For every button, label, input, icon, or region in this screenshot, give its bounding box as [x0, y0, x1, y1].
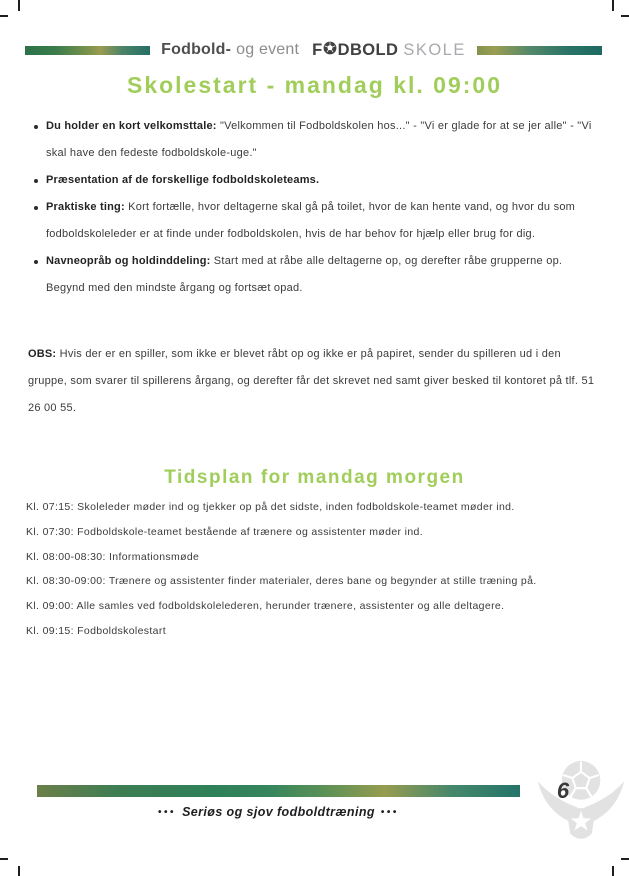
dots-right: ••• — [380, 807, 399, 818]
list-item — [33, 167, 599, 194]
bullet-lead: Navneopråb og holdinddeling: — [46, 255, 211, 267]
list-item — [33, 194, 599, 248]
crop-mark — [18, 866, 20, 876]
schedule-item: Kl. 08:30-09:00: Trænere og assistenter finder materialer, deres bane og begynder at stille træning på. — [26, 575, 537, 588]
brand-fodboldskole-light: SKOLE — [403, 40, 466, 59]
bullet-text: "Velkommen til Fodboldskolen hos..." - "Vi er glade for at se jer alle" - "Vi skal have den fedeste fodboldskole-uge." — [46, 120, 592, 159]
footer-gradient-bar — [37, 785, 520, 797]
obs-label: OBS: — [28, 348, 57, 360]
crop-mark — [621, 858, 629, 860]
obs-note — [28, 341, 603, 422]
crop-mark — [0, 858, 8, 860]
bullet-text: Start med at råbe alle deltagerne op, og derefter råbe grupperne op. Begynd med den mindste årgang og fortsæt opad. — [46, 255, 563, 294]
brand-header — [25, 40, 602, 60]
obs-text: Hvis der er en spiller, som ikke er blevet råbt op og ikke er på papiret, sender du spilleren ud i den gruppe, som svarer til spillerens årgang, og derefter får det skrevet ned samt giver besked til kontoret på tlf. 51 26 00 55. — [28, 348, 595, 414]
schedule-item: Kl. 09:00: Alle samles ved fodboldskolelederen, herunder trænere, assistenter og alle deltagere. — [26, 600, 505, 613]
list-item — [33, 248, 599, 302]
brand-fodboldskole-bold: F DBOLD — [312, 40, 399, 59]
schedule-item: Kl. 07:30: Fodboldskole-teamet bestående af trænere og assistenter møder ind. — [26, 525, 423, 538]
schedule-item: Kl. 07:15: Skoleleder møder ind og tjekker op på det sidste, inden fodboldskole-teamet møder ind. — [26, 501, 515, 513]
footer-tagline-text: Seriøs og sjov fodboldtræning — [182, 805, 375, 819]
crop-mark — [612, 0, 614, 11]
header-gradient-bar-right — [477, 46, 602, 55]
schedule-item: Kl. 09:15: Fodboldskolestart — [26, 624, 166, 637]
brand-logos — [150, 41, 477, 60]
soccer-ball-icon — [323, 41, 337, 60]
bullet-lead: Praktiske ting: — [46, 201, 125, 213]
schedule-list — [26, 495, 608, 644]
brand-fodbold-og-event-light: og event — [236, 41, 300, 58]
bullet-lead: Præsentation af de forskellige fodboldskoleteams. — [46, 174, 320, 186]
header-gradient-bar-left — [25, 46, 150, 55]
page-number: 6 — [556, 778, 570, 803]
bullet-lead: Du holder en kort velkomsttale: — [46, 120, 217, 132]
brand-fodbold-og-event-bold: Fodbold- — [161, 41, 232, 58]
schedule-item: Kl. 08:00-08:30: Informationsmøde — [26, 550, 200, 563]
footer-tagline — [37, 805, 520, 819]
bullet-list — [33, 113, 599, 302]
page-footer — [37, 785, 520, 819]
schedule-heading: Tidsplan for mandag morgen — [164, 467, 465, 488]
crop-mark — [612, 866, 614, 876]
page-title: Skolestart - mandag kl. 09:00 — [126, 72, 502, 98]
bullet-text: Kort fortælle, hvor deltagerne skal gå på toilet, hvor de kan hente vand, og hvor du som fodboldskoleleder er at finde under fodboldskolen, hvis de har behov for hjælp eller brug for dig. — [46, 201, 576, 240]
crop-mark — [18, 0, 20, 11]
crop-mark — [0, 15, 8, 17]
list-item — [33, 113, 599, 167]
crop-mark — [621, 15, 629, 17]
dots-left: ••• — [158, 807, 177, 818]
